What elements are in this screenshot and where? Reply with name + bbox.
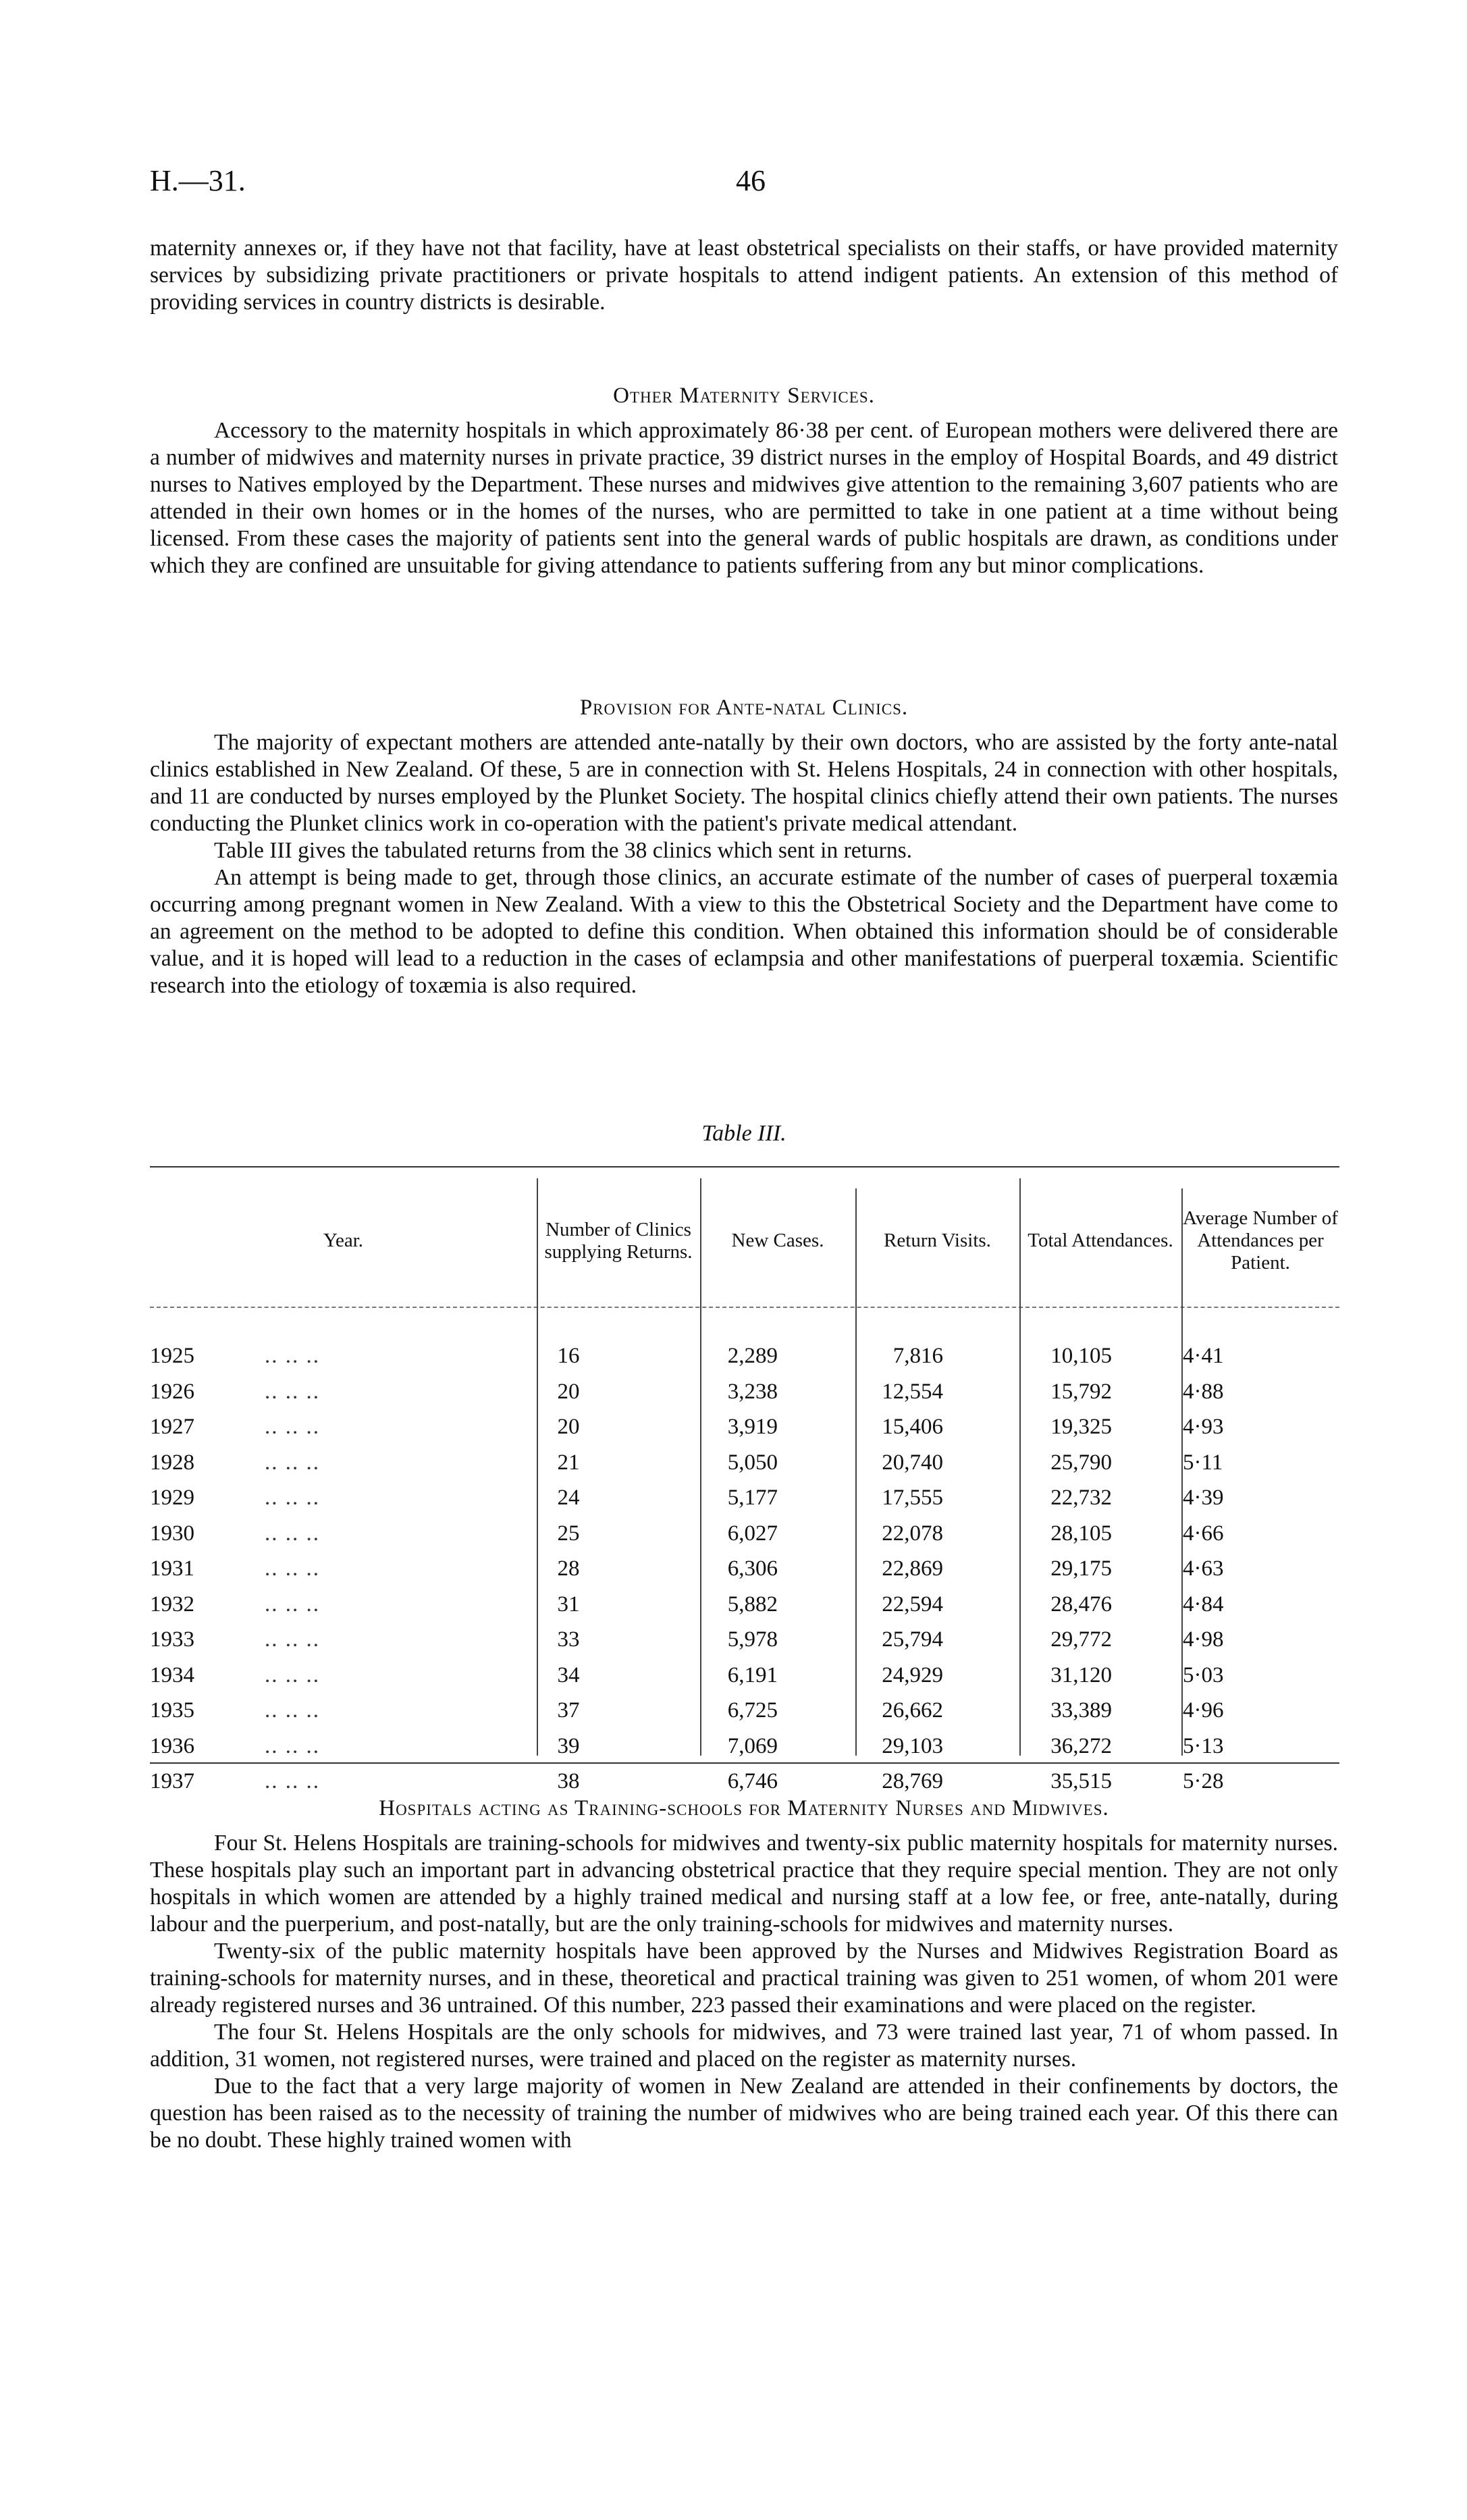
row-year: 1933	[150, 1627, 194, 1652]
training-section	[150, 1830, 1338, 2154]
row-year: 1927	[150, 1415, 194, 1439]
row-total-attendances: 33,389	[1050, 1698, 1112, 1723]
row-total-attendances: 29,175	[1050, 1556, 1112, 1581]
row-total-attendances: 36,272	[1050, 1733, 1112, 1758]
section-heading-other-maternity-services: Other Maternity Services.	[613, 384, 875, 408]
table-caption: Table III.	[701, 1121, 786, 1146]
table-bottom-rule	[150, 1762, 1339, 1764]
table-row	[150, 1486, 1339, 1513]
row-year: 1937	[150, 1769, 194, 1793]
table-row	[150, 1450, 1339, 1477]
row-clinics: 39	[557, 1733, 580, 1758]
table-row	[150, 1415, 1339, 1442]
row-total-attendances: 15,792	[1050, 1379, 1112, 1404]
row-clinics: 20	[557, 1379, 580, 1404]
row-new-cases: 5,177	[727, 1486, 778, 1510]
row-total-attendances: 31,120	[1050, 1662, 1112, 1687]
row-clinics: 34	[557, 1662, 580, 1687]
row-total-attendances: 28,105	[1050, 1521, 1112, 1546]
row-average-attendances: 5·13	[1183, 1733, 1224, 1758]
row-return-visits: 25,794	[882, 1627, 943, 1652]
row-clinics: 21	[557, 1450, 580, 1475]
row-new-cases: 6,306	[727, 1556, 778, 1581]
leader-dots: .. .. ..	[265, 1698, 320, 1723]
row-return-visits: 26,662	[882, 1698, 943, 1723]
table-top-rule	[150, 1166, 1339, 1167]
intro-paragraph: maternity annexes or, if they have not that facility, have at least obstetrical specialists on their staffs, or have provided maternity services by subsidizing private practitioners or private hospitals to attend indigent patients. An extension of this method of providing services in country districts is desirable.	[150, 236, 1338, 315]
row-new-cases: 6,027	[727, 1521, 778, 1546]
row-return-visits: 7,816	[892, 1344, 943, 1368]
leader-dots: .. .. ..	[265, 1556, 320, 1581]
antenatal-section	[150, 729, 1338, 999]
row-return-visits: 17,555	[882, 1486, 943, 1510]
leader-dots: .. .. ..	[265, 1415, 320, 1439]
row-return-visits: 22,594	[882, 1592, 943, 1617]
antenatal-paragraph: Table III gives the tabulated returns from the 38 clinics which sent in returns.	[214, 838, 912, 863]
table-row	[150, 1734, 1339, 1761]
row-new-cases: 5,050	[727, 1450, 778, 1475]
training-paragraph: Four St. Helens Hospitals are training-schools for midwives and twenty-six public maternity hospitals for maternity nurses. These hospitals play such an important part in advancing obstetrical practice that they require special mention. They are not only hospitals in which women are attended by a highly trained medical and nursing staff at a low fee, or free, ante-natally, during labour and the puerperium, and post-natally, but are the only training-schools for midwives and maternity nurses.	[150, 1831, 1338, 1937]
column-header-year: Year.	[323, 1230, 364, 1251]
leader-dots: .. .. ..	[265, 1486, 320, 1510]
leader-dots: .. .. ..	[265, 1344, 320, 1368]
row-year: 1936	[150, 1733, 194, 1758]
table-row	[150, 1556, 1339, 1583]
row-return-visits: 29,103	[882, 1733, 943, 1758]
row-return-visits: 22,078	[882, 1521, 943, 1546]
row-year: 1926	[150, 1379, 194, 1404]
row-return-visits: 15,406	[882, 1415, 943, 1439]
antenatal-paragraph: The majority of expectant mothers are attended ante-natally by their own doctors, who are assisted by the forty ante-natal clinics established in New Zealand. Of these, 5 are in connection with St. Helens Hospitals, 24 in connection with other hospitals, and 11 are conducted by nurses employed by the Plunket Society. The hospital clinics chiefly attend their own patients. The nurses conducting the Plunket clinics work in co-operation with the patient's private medical attendant.	[150, 730, 1338, 836]
training-paragraph: Twenty-six of the public maternity hospitals have been approved by the Nurses and Midwives Registration Board as training-schools for maternity nurses, and in these, theoretical and practical training was given to 251 women, of whom 201 were already registered nurses and 36 untrained. Of this number, 223 passed their examinations and were placed on the register.	[150, 1939, 1338, 2018]
leader-dots: .. .. ..	[265, 1592, 320, 1617]
row-return-visits: 24,929	[882, 1662, 943, 1687]
page-number: 46	[736, 164, 766, 197]
table-header-rule	[150, 1307, 1339, 1308]
row-new-cases: 6,191	[727, 1662, 778, 1687]
row-total-attendances: 19,325	[1050, 1415, 1112, 1439]
training-paragraph: Due to the fact that a very large majority of women in New Zealand are attended in their confinements by doctors, the question has been raised as to the necessity of training the number of midwives who are being trained each year. Of this there can be no doubt. These highly trained women with	[150, 2074, 1338, 2153]
row-new-cases: 5,978	[727, 1627, 778, 1652]
row-new-cases: 5,882	[727, 1592, 778, 1617]
training-paragraph: The four St. Helens Hospitals are the only schools for midwives, and 73 were trained last year, 71 of whom passed. In addition, 31 women, not registered nurses, were trained and placed on the register as maternity nurses.	[150, 2020, 1338, 2072]
intro-section	[150, 235, 1338, 316]
row-year: 1928	[150, 1450, 194, 1475]
row-total-attendances: 35,515	[1050, 1769, 1112, 1793]
table-row	[150, 1344, 1339, 1371]
row-year: 1935	[150, 1698, 194, 1723]
column-header-new-cases: New Cases.	[731, 1230, 824, 1251]
other-services-section	[150, 417, 1338, 579]
row-new-cases: 3,238	[727, 1379, 778, 1404]
row-total-attendances: 28,476	[1050, 1592, 1112, 1617]
table-row	[150, 1627, 1339, 1654]
row-clinics: 37	[557, 1698, 580, 1723]
row-clinics: 33	[557, 1627, 580, 1652]
table-row	[150, 1521, 1339, 1548]
row-year: 1929	[150, 1486, 194, 1510]
document-reference: H.—31.	[150, 164, 246, 197]
row-new-cases: 6,725	[727, 1698, 778, 1723]
row-average-attendances: 4·93	[1183, 1415, 1224, 1439]
row-new-cases: 6,746	[727, 1769, 778, 1793]
leader-dots: .. .. ..	[265, 1662, 320, 1687]
row-total-attendances: 25,790	[1050, 1450, 1112, 1475]
other-services-paragraph: Accessory to the maternity hospitals in which approximately 86·38 per cent. of European mothers were delivered there are a number of midwives and maternity nurses in private practice, 39 district nurses in the employ of Hospital Boards, and 49 district nurses to Natives employed by the Department. These nurses and midwives give attention to the remaining 3,607 patients who are attended in their own homes or in the homes of the nurses, who are permitted to take in one patient at a time without being licensed. From these cases the majority of patients sent into the general wards of public hospitals are drawn, as conditions under which they are confined are unsuitable for giving attendance to patients suffering from any but minor complications.	[150, 418, 1338, 578]
row-clinics: 24	[557, 1486, 580, 1510]
row-new-cases: 3,919	[727, 1415, 778, 1439]
row-total-attendances: 10,105	[1050, 1344, 1112, 1368]
row-year: 1931	[150, 1556, 194, 1581]
row-average-attendances: 4·63	[1183, 1556, 1224, 1581]
column-header-total-attendances: Total Attendances.	[1028, 1230, 1173, 1251]
row-average-attendances: 5·11	[1183, 1450, 1223, 1475]
row-clinics: 38	[557, 1769, 580, 1793]
row-average-attendances: 4·41	[1183, 1344, 1224, 1368]
leader-dots: .. .. ..	[265, 1733, 320, 1758]
leader-dots: .. .. ..	[265, 1521, 320, 1546]
leader-dots: .. .. ..	[265, 1379, 320, 1404]
row-return-visits: 20,740	[882, 1450, 943, 1475]
row-average-attendances: 4·66	[1183, 1521, 1224, 1546]
row-return-visits: 28,769	[882, 1769, 943, 1793]
row-year: 1934	[150, 1662, 194, 1687]
row-average-attendances: 5·28	[1183, 1769, 1224, 1793]
leader-dots: .. .. ..	[265, 1450, 320, 1475]
column-header-average-attendances: Average Number of Attendances per Patient.	[1183, 1207, 1338, 1274]
row-clinics: 28	[557, 1556, 580, 1581]
row-return-visits: 22,869	[882, 1556, 943, 1581]
row-average-attendances: 4·96	[1183, 1698, 1224, 1723]
row-clinics: 20	[557, 1415, 580, 1439]
table-row	[150, 1380, 1339, 1407]
row-average-attendances: 4·39	[1183, 1486, 1224, 1510]
row-clinics: 16	[557, 1344, 580, 1368]
section-heading-antenatal-clinics: Provision for Ante-natal Clinics.	[579, 695, 909, 720]
column-header-clinics: Number of Clinics supplying Returns.	[544, 1218, 693, 1263]
row-year: 1932	[150, 1592, 194, 1617]
antenatal-paragraph: An attempt is being made to get, through those clinics, an accurate estimate of the number of cases of puerperal toxæmia occurring among pregnant women in New Zealand. With a view to this the Obstetrical Society and the Department have come to an agreement on the method to be adopted to define this condition. When obtained this information should be of considerable value, and it is hoped will lead to a reduction in the cases of eclampsia and other manifestations of puerperal toxæmia. Scientific research into the etiology of toxæmia is also required.	[150, 865, 1338, 998]
table-row	[150, 1592, 1339, 1619]
row-clinics: 31	[557, 1592, 580, 1617]
row-total-attendances: 29,772	[1050, 1627, 1112, 1652]
table-row	[150, 1663, 1339, 1690]
section-heading-training-schools: Hospitals acting as Training-schools for Maternity Nurses and Midwives.	[379, 1796, 1109, 1820]
table-row	[150, 1769, 1339, 1796]
row-average-attendances: 4·84	[1183, 1592, 1224, 1617]
row-clinics: 25	[557, 1521, 580, 1546]
column-header-return-visits: Return Visits.	[884, 1230, 991, 1251]
row-year: 1930	[150, 1521, 194, 1546]
leader-dots: .. .. ..	[265, 1769, 320, 1793]
row-average-attendances: 5·03	[1183, 1662, 1224, 1687]
row-return-visits: 12,554	[882, 1379, 943, 1404]
row-year: 1925	[150, 1344, 194, 1368]
row-average-attendances: 4·88	[1183, 1379, 1224, 1404]
table-row	[150, 1698, 1339, 1725]
row-new-cases: 2,289	[727, 1344, 778, 1368]
row-average-attendances: 4·98	[1183, 1627, 1224, 1652]
row-new-cases: 7,069	[727, 1733, 778, 1758]
leader-dots: .. .. ..	[265, 1627, 320, 1652]
row-total-attendances: 22,732	[1050, 1486, 1112, 1510]
